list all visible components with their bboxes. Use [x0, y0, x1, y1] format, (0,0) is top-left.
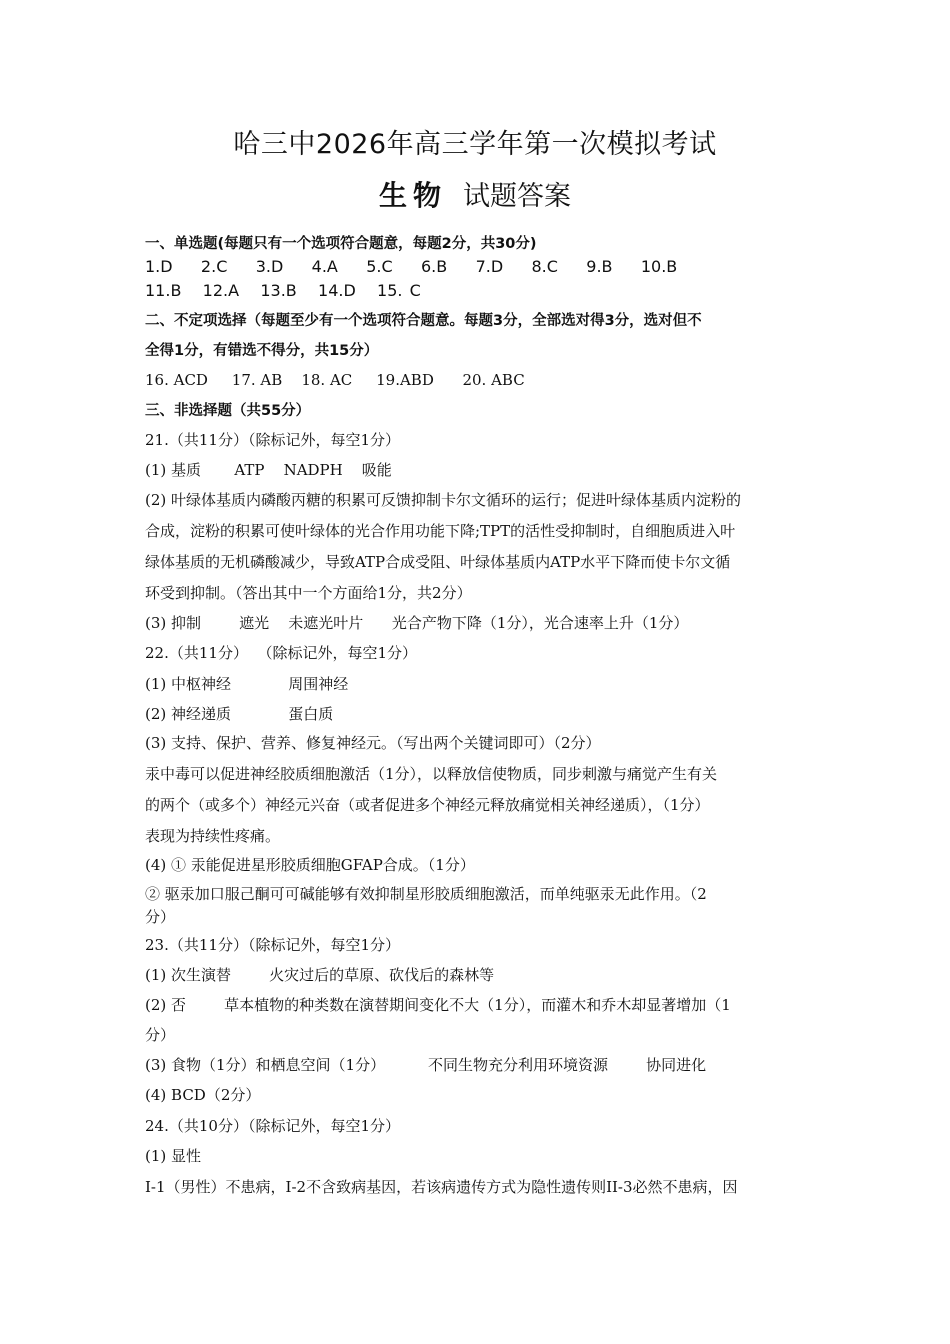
- q22-part-3: (3) 支持、保护、营养、修复神经元。（写出两个关键词即可）（2分）: [145, 734, 601, 752]
- q24-explanation-line-1: I-1（男性）不患病，I-2不含致病基因，若该病遗传方式为隐性遗传则II-3必然不患病，因: [145, 1178, 738, 1196]
- q21-part-2-line-1: (2) 叶绿体基质内磷酸丙糖的积累可反馈抑制卡尔文循环的运行；促进叶绿体基质内淀粉的: [145, 491, 742, 509]
- q23-part-2: (2) 否 草本植物的种类数在演替期间变化不大（1分），而灌木和乔木却显著增加（1: [145, 996, 731, 1014]
- exam-title: 哈三中2026年高三学年第一次模拟考试: [233, 129, 717, 160]
- q23-part-2-cont: 分）: [145, 1026, 176, 1044]
- q21-part-2-line-4: 环受到抑制。（答出其中一个方面给1分，共2分）: [145, 584, 472, 602]
- section-2-heading-line-2: 全得1分，有错选不得分，共15分）: [145, 343, 379, 359]
- q22-explanation-line-1: 汞中毒可以促进神经胶质细胞激活（1分），以释放信使物质，同步刺激与痛觉产生有关: [145, 765, 718, 783]
- q21-part-3: (3) 抑制 遮光 未遮光叶片 光合产物下降（1分），光合速率上升（1分）: [145, 614, 689, 632]
- multi-choice-answers: 16. ACD 17. AB 18. AC 19.ABD 20. ABC: [145, 371, 525, 389]
- q23-header: 23.（共11分）（除标记外，每空1分）: [145, 936, 400, 954]
- q21-header: 21.（共11分）（除标记外，每空1分）: [145, 431, 400, 449]
- mcq-answers-row-1: 1.D 2.C 3.D 4.A 5.C 6.B 7.D 8.C 9.B 10.B: [145, 257, 678, 276]
- q22-part-1: (1) 中枢神经 周围神经: [145, 675, 349, 693]
- q22-part-4-2: ② 驱汞加口服己酮可可碱能够有效抑制星形胶质细胞激活，而单纯驱汞无此作用。（2: [145, 885, 707, 903]
- section-1-heading: 一、单选题(每题只有一个选项符合题意，每题2分，共30分): [145, 236, 537, 252]
- q22-explanation-line-3: 表现为持续性疼痛。: [145, 827, 281, 845]
- q24-part-1: (1) 显性: [145, 1147, 202, 1165]
- section-2-heading-line-1: 二、不定项选择（每题至少有一个选项符合题意。每题3分，全部选对得3分，选对但不: [145, 313, 702, 329]
- q22-explanation-line-2: 的两个（或多个）神经元兴奋（或者促进多个神经元释放痛觉相关神经递质），（1分）: [145, 796, 710, 814]
- q21-part-1: (1) 基质 ATP NADPH 吸能: [145, 461, 392, 479]
- q21-part-2-line-3: 绿体基质的无机磷酸减少，导致ATP合成受阻、叶绿体基质内ATP水平下降而使卡尔文循: [145, 553, 731, 571]
- q22-header: 22.（共11分） （除标记外，每空1分）: [145, 644, 418, 662]
- exam-subtitle: [0, 174, 950, 214]
- q24-header: 24.（共10分）（除标记外，每空1分）: [145, 1117, 400, 1135]
- mcq-answers-row-2: 11.B 12.A 13.B 14.D 15. C: [145, 281, 421, 300]
- q22-part-2: (2) 神经递质 蛋白质: [145, 705, 334, 723]
- section-3-heading: 三、非选择题（共55分）: [145, 403, 311, 419]
- q21-part-2-line-2: 合成，淀粉的积累可使叶绿体的光合作用功能下降;TPT的活性受抑制时，自细胞质进入叶: [145, 522, 736, 540]
- q23-part-4: (4) BCD（2分）: [145, 1086, 261, 1104]
- subject-name: 生物: [378, 179, 447, 212]
- q23-part-3: (3) 食物（1分）和栖息空间（1分） 不同生物充分利用环境资源 协同进化: [145, 1056, 707, 1074]
- subtitle-rest: 试题答案: [463, 181, 571, 212]
- q22-part-4-1: (4) ① 汞能促进星形胶质细胞GFAP合成。（1分）: [145, 856, 475, 874]
- q23-part-1: (1) 次生演替 火灾过后的草原、砍伐后的森林等: [145, 966, 495, 984]
- q22-part-4-2-cont: 分）: [145, 908, 176, 926]
